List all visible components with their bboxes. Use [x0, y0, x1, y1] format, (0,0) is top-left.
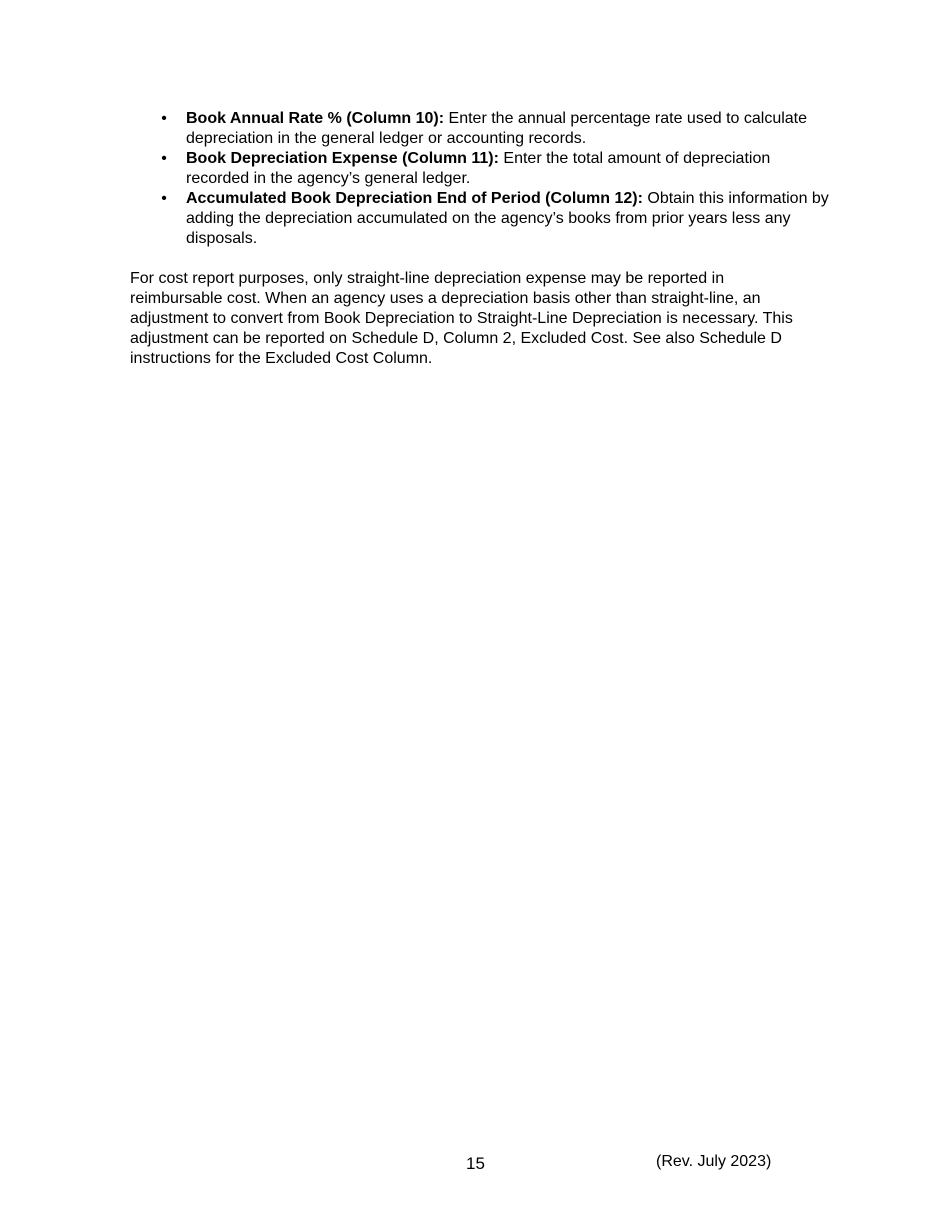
straight-line-depreciation-paragraph: For cost report purposes, only straight-line depreciation expense may be reported in reimbursable cost. When an agency uses a depreciation basis other than straight-line, an adjustment to convert from Book Depreciation to Straight-Line Depreciation is necessary. This adjustment can be reported on Schedule D, Column 2, Excluded Cost. See also Schedule D instructions for the Excluded Cost Column.	[130, 270, 793, 367]
term-label: Book Annual Rate % (Column 10):	[186, 110, 445, 127]
list-item-book-depreciation-expense	[130, 149, 830, 189]
term-description: Obtain this information by adding the depreciation accumulated on the agency’s books from prior years less any disposals.	[186, 190, 829, 247]
bullet-icon: •	[161, 190, 167, 207]
bullet-icon: •	[161, 150, 167, 167]
term-description: Enter the total amount of depreciation recorded in the agency’s general ledger.	[186, 150, 771, 187]
revision-date: (Rev. July 2023)	[656, 1153, 772, 1170]
term-label: Accumulated Book Depreciation End of Period (Column 12):	[186, 190, 643, 207]
bullet-icon: •	[161, 110, 167, 127]
term-description: Enter the annual percentage rate used to calculate depreciation in the general ledger or accounting records.	[186, 110, 808, 147]
page-number: 15	[466, 1154, 485, 1173]
term-label: Book Depreciation Expense (Column 11):	[186, 150, 499, 167]
column-definitions-list	[130, 109, 830, 249]
list-item-book-annual-rate	[130, 109, 830, 149]
list-item-accumulated-book-depreciation	[130, 189, 830, 249]
